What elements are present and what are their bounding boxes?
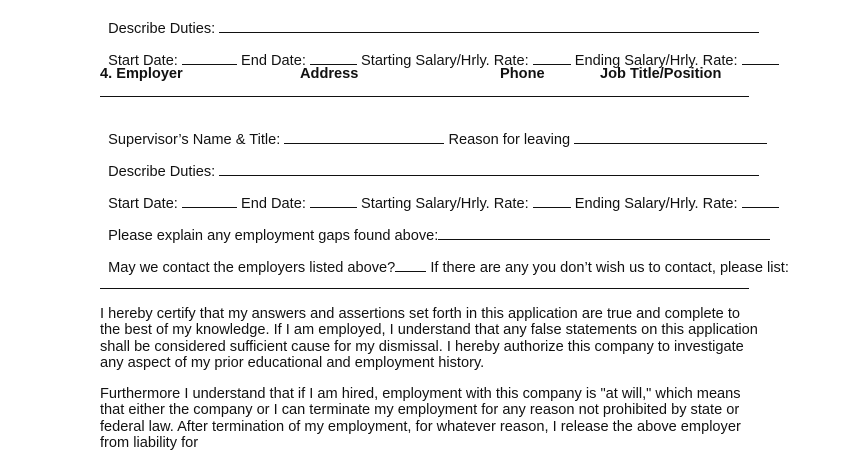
employer-4-entry-line[interactable] [100, 96, 749, 97]
end-date-field[interactable] [310, 195, 357, 208]
employment-gaps-row [100, 210, 770, 245]
end-date-label: End Date: [241, 53, 306, 69]
start-date-field[interactable] [182, 195, 237, 208]
describe-duties-row-1 [100, 3, 759, 38]
describe-duties-label: Describe Duties: [108, 164, 216, 180]
reason-leaving-field[interactable] [574, 131, 767, 144]
job-title-header: Job Title/Position [600, 66, 722, 82]
ending-salary-label: Ending Salary/Hrly. Rate: [574, 196, 738, 212]
supervisor-label: Supervisor’s Name & Title: [108, 132, 281, 148]
do-not-contact-label: If there are any you don’t wish us to contact, please list: [430, 260, 789, 276]
dates-salary-row-2 [100, 178, 779, 213]
describe-duties-row-2 [100, 146, 759, 181]
ending-salary-label: Ending Salary/Hrly. Rate: [574, 53, 738, 69]
start-date-label: Start Date: [108, 196, 178, 212]
starting-salary-label: Starting Salary/Hrly. Rate: [361, 196, 529, 212]
employment-gaps-field[interactable] [438, 227, 770, 240]
employer-4-label: 4. Employer [100, 66, 183, 82]
end-date-field[interactable] [310, 52, 357, 65]
end-date-label: End Date: [241, 196, 306, 212]
dates-salary-row-1 [100, 35, 779, 70]
phone-header: Phone [500, 66, 545, 82]
describe-duties-field[interactable] [219, 163, 759, 176]
describe-duties-field[interactable] [219, 20, 759, 33]
contact-employers-label: May we contact the employers listed above? [108, 260, 396, 276]
at-will-paragraph: Furthermore I understand that if I am hired, employment with this company is "at will," which means that either the company or I can terminate my employment for any reason not prohibited by state or federal law. After termination of my employment, for whatever reason, I release the above employer from liability for [100, 386, 741, 452]
supervisor-row [100, 114, 767, 149]
ending-salary-field[interactable] [742, 52, 779, 65]
starting-salary-field[interactable] [533, 195, 571, 208]
starting-salary-label: Starting Salary/Hrly. Rate: [361, 53, 529, 69]
describe-duties-label: Describe Duties: [108, 21, 216, 37]
contact-employers-field[interactable] [395, 259, 426, 272]
start-date-field[interactable] [182, 52, 237, 65]
contact-employers-row [100, 242, 789, 277]
employment-gaps-label: Please explain any employment gaps found above: [108, 228, 439, 244]
ending-salary-field[interactable] [742, 195, 779, 208]
do-not-contact-list-line[interactable] [100, 288, 749, 289]
address-header: Address [300, 66, 359, 82]
starting-salary-field[interactable] [533, 52, 571, 65]
certification-paragraph: I hereby certify that my answers and assertions set forth in this application are true and complete to the best of my knowledge. If I am employed, I understand that any false statements on this application shall be considered sufficient cause for my dismissal. I hereby authorize this company to investigate any aspect of my prior educational and employment history. [100, 306, 758, 372]
reason-leaving-label: Reason for leaving [448, 132, 571, 148]
supervisor-field[interactable] [284, 131, 444, 144]
start-date-label: Start Date: [108, 53, 178, 69]
